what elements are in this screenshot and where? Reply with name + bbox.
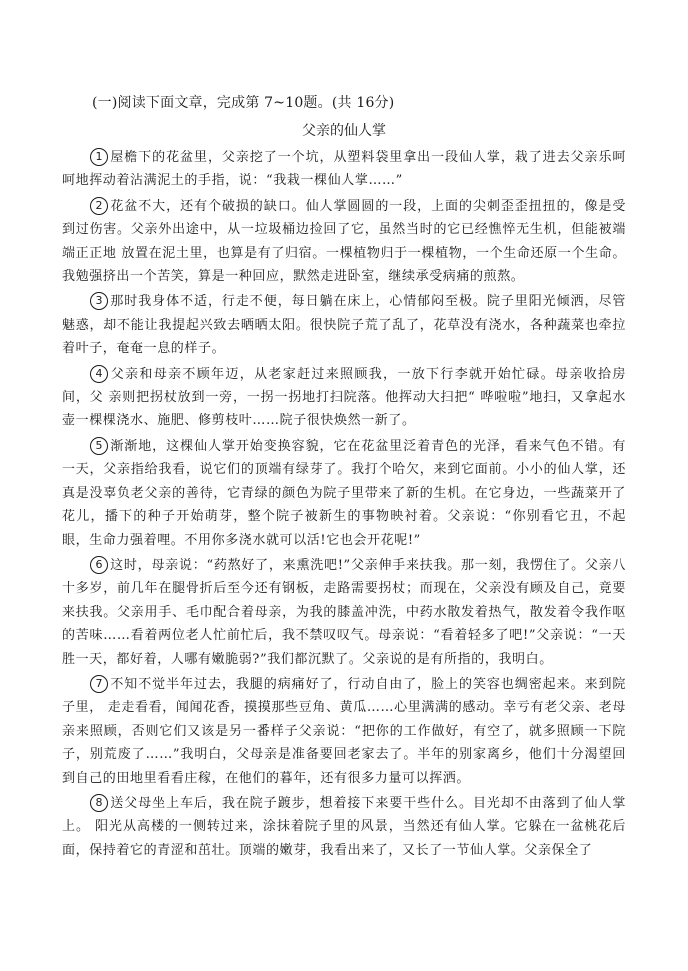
paragraph-number-2: 2: [90, 197, 108, 215]
paragraph-6: [62, 554, 626, 671]
article-title: 父亲的仙人掌: [302, 123, 386, 139]
paragraph-3: [62, 290, 626, 360]
paragraph-number-4: 4: [90, 365, 108, 383]
paragraph-text-8: 送父母坐上车后，我在院子踱步，想着接下来要干些什么。目光却不由落到了仙人掌上。 阳光从高楼的一侧转过来，涂抹着院子里的风景，当然还有仙人掌。它躲在一盆桃花后面，保持着它的青涩和茁壮。顶端的嫩芽，我看出来了，又长了一节仙人掌。父亲保全了: [62, 795, 626, 858]
paragraph-text-3: 那时我身体不适，行走不便，每日躺在床上，心情郁闷至极。院子里阳光倾洒，尽管魅惑，却不能让我提起兴致去晒晒太阳。很快院子荒了乱了，花草没有浇水，各种蔬菜也牵拉着叶子，奄奄一息的样子。: [62, 294, 626, 357]
paragraph-text-1: 屋檐下的花盆里，父亲挖了一个坑，从塑料袋里拿出一段仙人掌，栽了进去父亲乐呵呵地挥动着沾满泥土的手指，说：“我栽一棵仙人掌……”: [62, 150, 626, 189]
paragraph-4: [62, 363, 626, 433]
paragraph-number-7: 7: [90, 675, 108, 693]
paragraph-number-3: 3: [90, 292, 108, 310]
paragraph-number-8: 8: [90, 794, 108, 812]
paragraph-8: [62, 792, 626, 862]
paragraph-7: [62, 673, 626, 790]
paragraph-text-7: 不知不觉半年过去，我腿的病痛好了，行动自由了，脸上的笑容也绸密起来。来到院子里， 走走看看，闻闻花香，摸摸那些豆角、黄瓜……心里满满的感动。幸亏有老父亲、老母亲来照顾，否则它们又该是另一番样子父亲说：“把你的工作做好，有空了，就多照顾一下院子，别荒废了……”我明白，父母亲是准备要回老家去了。半年的别家离乡，他们十分渴望回到自己的田地里看看庄稼，在他们的暮年，还有很多力量可以挥洒。: [62, 676, 626, 786]
paragraph-number-1: 1: [90, 148, 108, 166]
paragraph-number-5: 5: [90, 437, 108, 455]
paragraph-2: [62, 195, 626, 289]
paragraph-text-4: 父亲和母亲不顾年迈，从老家赶过来照顾我，一放下行李就开始忙碌。母亲收拾房间，父 亲则把拐杖放到一旁，一拐一拐地打扫院落。他挥动大扫把“ 哗啦啦”地扫，又拿起水壶一棵棵浇水、施肥、修剪枝叶……院子很快焕然一新了。: [62, 366, 626, 429]
paragraph-text-2: 花盆不大，还有个破损的缺口。仙人掌圆圆的一段，上面的尖刺歪歪扭扭的，像是受到过伤害。父亲外出途中，从一垃圾桶边捡回了它，虽然当时的它已经憔悴无生机，但能被端端正正地 放置在泥土里，也算是有了归宿。一棵植物归于一棵植物，一个生命还原一个生命。我勉强挤出一个苦笑，算是一种回应，默然走进卧室，继续承受病痛的煎熬。: [62, 198, 626, 285]
paragraph-text-6: 这时，母亲说：“药熬好了，来熏洗吧!”父亲伸手来扶我。那一刻，我愣住了。父亲八十多岁，前几年在腿骨折后至今还有钢板，走路需要拐杖；而现在，父亲没有顾及自己，竟要来扶我。父亲用手、毛巾配合着母亲，为我的膝盖冲洗，中药水散发着热气，散发着令我作呕的苦味……看着两位老人忙前忙后，我不禁叹叹气。母亲说：“看着轻多了吧!”父亲说：“一天胜一天，都好着，人哪有嫩脆弱?”我们都沉默了。父亲说的是有所指的，我明白。: [62, 557, 626, 667]
reading-instruction: (一)阅读下面文章，完成第 7~10题。(共 16分): [92, 95, 395, 111]
paragraph-number-6: 6: [90, 556, 108, 574]
paragraph-1: [62, 146, 626, 193]
paragraph-5: [62, 435, 626, 552]
paragraph-text-5: 渐渐地，这棵仙人掌开始变换容貌，它在花盆里泛着青色的光泽，看来气色不错。有一天，父亲指给我看，说它们的顶端有绿芽了。我打个哈欠，来到它面前。小小的仙人掌，还真是没辜负老父亲的善待，它青绿的颜色为院子里带来了新的生机。在它身边，一些蔬菜开了花儿，播下的种子开始萌芽，整个院子被新生的事物映衬着。父亲说：“你别看它丑，不起眼，生命力强着哩。不用你多浇水就可以活!它也会开花呢!”: [62, 438, 626, 548]
